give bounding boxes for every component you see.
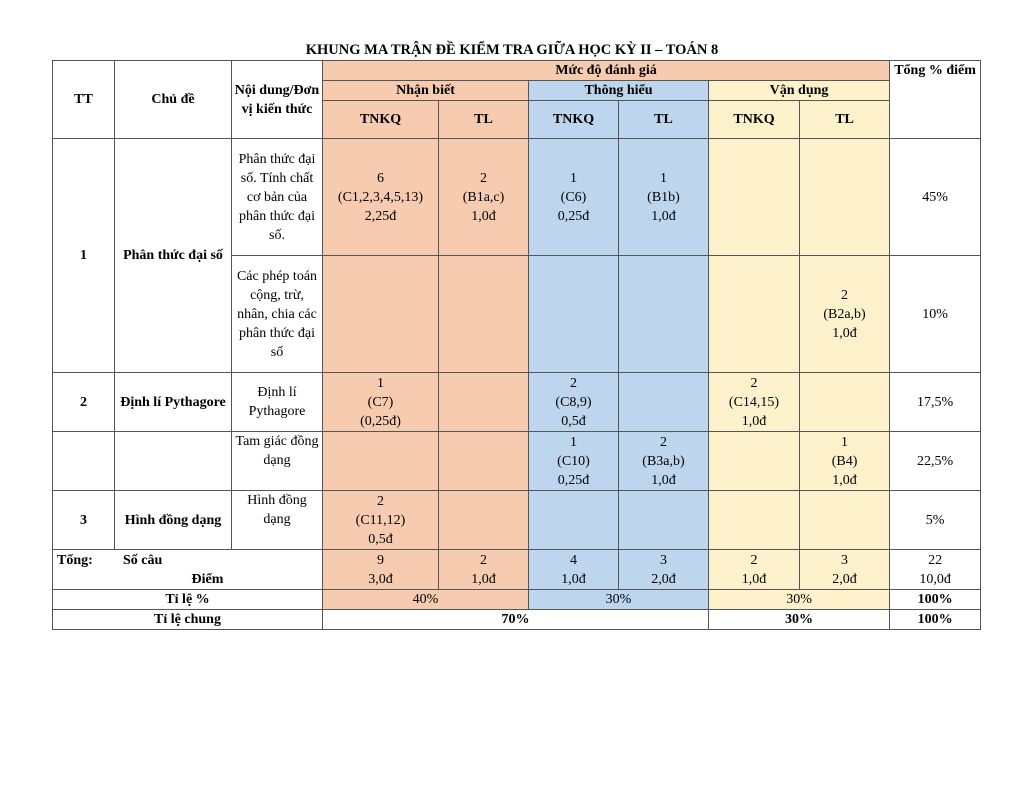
total-th-tnkq: 4 1,0đ [529, 550, 619, 590]
cell-th-tnkq: 1 (C6) 0,25đ [529, 139, 619, 256]
cell-nb-tl [439, 373, 529, 432]
header-tt: TT [53, 61, 115, 139]
row-chu-de [115, 432, 232, 491]
cell-nb-tl [439, 491, 529, 550]
cell-vd-tnkq: 2 (C14,15) 1,0đ [709, 373, 800, 432]
cell-th-tnkq [529, 256, 619, 373]
cell-nb-tl [439, 432, 529, 491]
header-vd-tl: TL [800, 101, 890, 139]
total-nb-tl: 2 1,0đ [439, 550, 529, 590]
document-title: KHUNG MA TRẬN ĐỀ KIỂM TRA GIỮA HỌC KỲ II – TOÁN 8 [305, 42, 719, 58]
assessment-matrix-table [52, 60, 981, 630]
table-row [53, 491, 981, 550]
overall-ratio-row [53, 610, 981, 630]
total-vd-tl: 3 2,0đ [800, 550, 890, 590]
cell-nb-tnkq [323, 432, 439, 491]
row-tt: 2 [53, 373, 115, 432]
cell-tong: 10% [890, 256, 981, 373]
cell-nb-tnkq [323, 256, 439, 373]
ti-le-tong: 100% [890, 590, 981, 610]
header-muc-do: Mức độ đánh giá [323, 61, 890, 81]
ti-le-label: Tỉ lệ % [53, 590, 323, 610]
cell-nb-tnkq: 1 (C7) (0,25đ) [323, 373, 439, 432]
cell-vd-tl [800, 373, 890, 432]
cell-nb-tl [439, 256, 529, 373]
header-noi-dung: Nội dung/Đơn vị kiến thức [232, 61, 323, 139]
ti-le-th: 30% [529, 590, 709, 610]
row-tt [53, 432, 115, 491]
cell-vd-tnkq [709, 432, 800, 491]
table-row [53, 432, 981, 491]
table-row [53, 139, 981, 256]
ti-le-chung-label: Tỉ lệ chung [53, 610, 323, 630]
diem-label: Điểm [191, 571, 224, 587]
cell-vd-tl: 1 (B4) 1,0đ [800, 432, 890, 491]
cell-tong: 5% [890, 491, 981, 550]
cell-tong: 45% [890, 139, 981, 256]
total-vd-tnkq: 2 1,0đ [709, 550, 800, 590]
cell-vd-tl: 2 (B2a,b) 1,0đ [800, 256, 890, 373]
cell-vd-tnkq [709, 256, 800, 373]
header-th-tl: TL [619, 101, 709, 139]
ti-le-nb: 40% [323, 590, 529, 610]
cell-th-tl [619, 491, 709, 550]
cell-th-tl: 2 (B3a,b) 1,0đ [619, 432, 709, 491]
ti-le-chung-b: 30% [709, 610, 890, 630]
cell-nb-tnkq: 2 (C11,12) 0,5đ [323, 491, 439, 550]
cell-th-tnkq: 2 (C8,9) 0,5đ [529, 373, 619, 432]
total-nb-tnkq: 9 3,0đ [323, 550, 439, 590]
header-nb-tl: TL [439, 101, 529, 139]
header-vd-tnkq: TNKQ [709, 101, 800, 139]
ti-le-vd: 30% [709, 590, 890, 610]
cell-th-tl [619, 373, 709, 432]
header-nb-tnkq: TNKQ [323, 101, 439, 139]
cell-tong: 17,5% [890, 373, 981, 432]
tong-label: Tổng: [57, 552, 93, 568]
row-chu-de: Hình đồng dạng [115, 491, 232, 550]
row-noi-dung: Tam giác đồng dạng [232, 432, 323, 491]
header-th-tnkq: TNKQ [529, 101, 619, 139]
row-noi-dung: Các phép toán cộng, trừ, nhân, chia các phân thức đại số [232, 256, 323, 373]
cell-th-tnkq: 1 (C10) 0,25đ [529, 432, 619, 491]
table-row [53, 373, 981, 432]
header-chu-de: Chủ đề [115, 61, 232, 139]
cell-th-tnkq [529, 491, 619, 550]
header-thong-hieu: Thông hiểu [529, 81, 709, 101]
cell-th-tl [619, 256, 709, 373]
row-noi-dung: Hình đồng dạng [232, 491, 323, 550]
totals-row [53, 550, 981, 590]
cell-nb-tnkq: 6 (C1,2,3,4,5,13) 2,25đ [323, 139, 439, 256]
header-tong: Tổng % điểm [890, 61, 981, 139]
row-tt: 3 [53, 491, 115, 550]
total-th-tl: 3 2,0đ [619, 550, 709, 590]
cell-vd-tl [800, 139, 890, 256]
cell-tong: 22,5% [890, 432, 981, 491]
cell-vd-tnkq [709, 491, 800, 550]
so-cau-label: Số câu [123, 552, 163, 568]
ratio-row [53, 590, 981, 610]
row-noi-dung: Phân thức đại số. Tính chất cơ bản của phân thức đại số. [232, 139, 323, 256]
ti-le-chung-a: 70% [323, 610, 709, 630]
cell-vd-tl [800, 491, 890, 550]
totals-label-cell [53, 550, 323, 590]
row-chu-de: Phân thức đại số [115, 139, 232, 373]
header-van-dung: Vận dụng [709, 81, 890, 101]
cell-nb-tl: 2 (B1a,c) 1,0đ [439, 139, 529, 256]
row-chu-de: Định lí Pythagore [115, 373, 232, 432]
header-nhan-biet: Nhận biết [323, 81, 529, 101]
total-all: 22 10,0đ [890, 550, 981, 590]
cell-th-tl: 1 (B1b) 1,0đ [619, 139, 709, 256]
row-tt: 1 [53, 139, 115, 373]
cell-vd-tnkq [709, 139, 800, 256]
ti-le-chung-tong: 100% [890, 610, 981, 630]
row-noi-dung: Định lí Pythagore [232, 373, 323, 432]
